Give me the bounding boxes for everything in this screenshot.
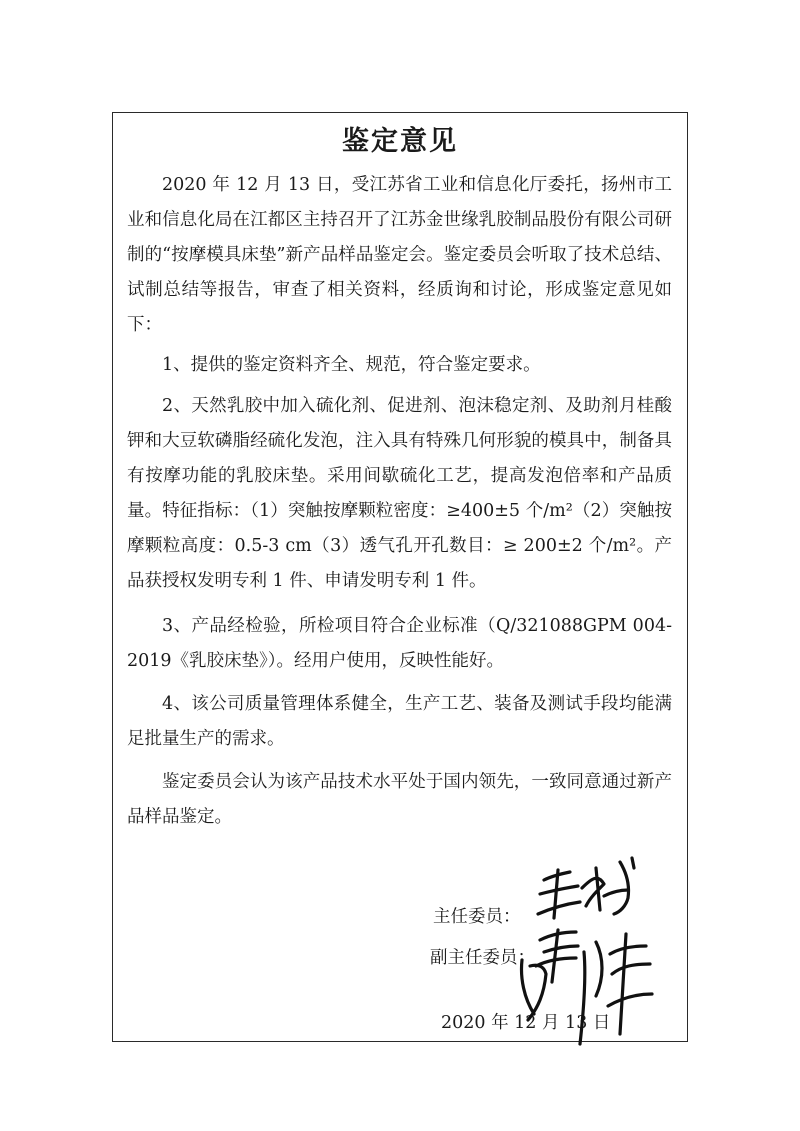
paragraph-item-2: 2、天然乳胶中加入硫化剂、促进剂、泡沫稳定剂、及助剂月桂酸钾和大豆软磷脂经硫化发泡，注入具有特殊几何形貌的模具中，制备具有按摩功能的乳胶床垫。采用间歇硫化工艺，提高发泡倍率和产品质量。特征指标：（1）突触按摩颗粒密度：≥400±5 个/m²（2）突触按摩颗粒高度：0.5-3 cm（3）透气孔开孔数目：≥ 200±2 个/m²。产品获授权发明专利 1 件、申请发明专利 1 件。 [127,396,672,591]
paragraph-item-4: 4、该公司质量管理体系健全，生产工艺、装备及测试手段均能满足批量生产的需求。 [127,694,672,749]
handwritten-signature [500,848,670,1048]
paragraph-intro: 2020 年 12 月 13 日，受江苏省工业和信息化厅委托，扬州市工业和信息化局在江都区主持召开了江苏金世缘乳胶制品股份有限公司研制的“按摩模具床垫”新产品样品鉴定会。鉴定委员会听取了技术总结、试制总结等报告，审查了相关资料，经质询和讨论，形成鉴定意见如下： [127,175,672,335]
chair-label: 主任委员： [433,907,521,927]
paragraph-conclusion: 鉴定委员会认为该产品技术水平处于国内领先，一致同意通过新产品样品鉴定。 [127,772,672,827]
paragraph-item-1: 1、提供的鉴定资料齐全、规范，符合鉴定要求。 [162,355,541,375]
document-body [127,168,672,835]
document-title: 鉴定意见 [342,126,458,157]
vice-chair-label: 副主任委员： [430,948,535,968]
signature-date: 2020 年 12 月 13 日 [441,1013,611,1033]
paragraph-item-3: 3、产品经检验，所检项目符合企业标准（Q/321088GPM 004-2019《乳胶床垫》）。经用户使用，反映性能好。 [127,616,672,671]
